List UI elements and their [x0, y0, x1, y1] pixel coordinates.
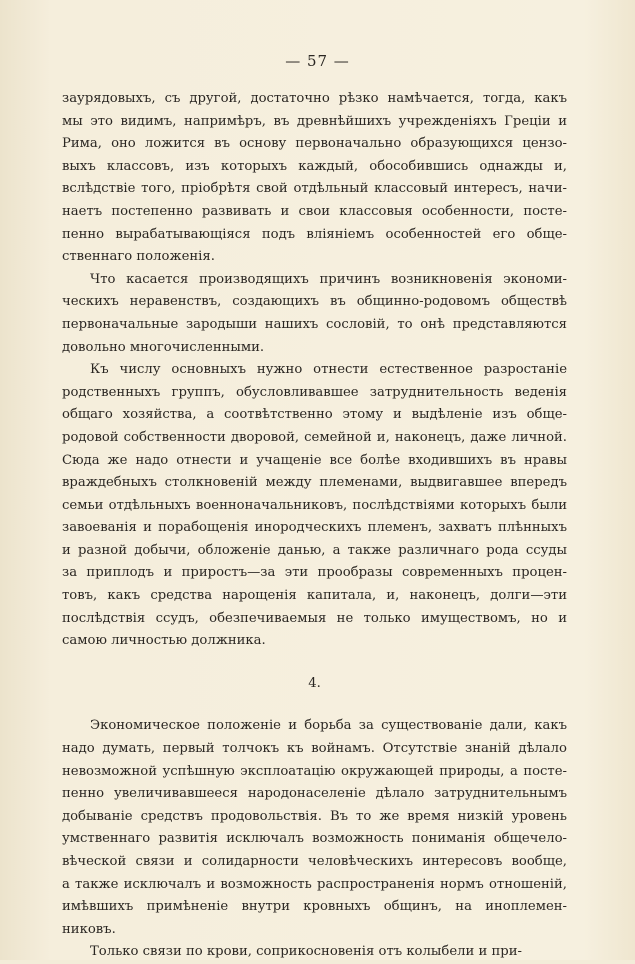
section-number: 4.	[308, 675, 321, 691]
text-line: мы это видимъ, напримѣръ, въ древнѣйшихъ учрежденіяхъ Греціи и	[62, 113, 567, 129]
text-line: завоеванія и порабощенія инородческихъ племенъ, захватъ плѣнныхъ	[62, 520, 567, 536]
text-line: вѣческой связи и солидарности человѣческихъ интересовъ вообще,	[62, 854, 567, 869]
body-text	[62, 88, 567, 964]
text-line: никовъ.	[62, 921, 116, 937]
text-line: самою личностью должника.	[62, 633, 266, 649]
text-line: выхъ классовъ, изъ которыхъ каждый, обособившись однажды и,	[62, 158, 567, 174]
text-line: Къ числу основныхъ нужно отнести естественное разростаніе	[90, 362, 567, 378]
paragraph	[62, 88, 567, 269]
paragraph	[62, 269, 567, 359]
text-line: первоначальные зародыши нашихъ сословій, то онѣ представляются	[62, 316, 567, 332]
text-line: послѣдствія ссудъ, обезпечиваемыя не только имуществомъ, но и	[62, 610, 567, 626]
text-line: имѣвшихъ примѣненіе внутри кровныхъ общинъ, на иноплемен-	[62, 899, 567, 915]
text-line: добываніе средствъ продовольствія. Въ то же время низкій уровень	[62, 808, 567, 824]
text-line: Только связи по крови, соприкосновенія отъ колыбели и при-	[90, 944, 522, 960]
text-line: враждебныхъ столкновеній между племенами, выдвигавшее впередъ	[62, 475, 567, 491]
text-line: Что касается производящихъ причинъ возникновенія экономи-	[90, 271, 567, 287]
paragraph	[62, 941, 567, 964]
text-line: надо думать, первый толчокъ къ войнамъ. Отсутствіе знаній дѣлало	[62, 741, 567, 757]
text-line: ческихъ неравенствъ, создающихъ въ общинно-родовомъ обществѣ	[62, 294, 567, 310]
paragraph	[62, 359, 567, 653]
text-line: умственнаго развитія исключалъ возможность пониманія общечело-	[62, 831, 567, 847]
text-line: за приплодъ и приростъ—за эти прообразы современныхъ процен-	[62, 565, 567, 581]
text-line: общаго хозяйства, а соотвѣтственно этому и выдѣленіе изъ обще-	[62, 407, 567, 423]
text-line: пенно увеличивавшееся народонаселеніе дѣлало затруднительнымъ	[62, 786, 567, 802]
text-line: пенно вырабатывающіяся подъ вліяніемъ особенностей его обще-	[62, 226, 567, 242]
text-line: а также исключалъ и возможность распространенія нормъ отношеній,	[62, 876, 567, 892]
text-block-after-section	[62, 715, 567, 964]
text-line: невозможной успѣшную эксплоатацію окружающей природы, а посте-	[62, 763, 567, 779]
paragraph	[62, 715, 567, 941]
text-line: довольно многочисленными.	[62, 339, 265, 355]
text-line: заурядовыхъ, съ другой, достаточно рѣзко намѣчается, тогда, какъ	[62, 91, 567, 106]
text-line: семьи отдѣльныхъ военноначальниковъ, послѣдствіями которыхъ были	[62, 497, 567, 513]
text-line: товъ, какъ средства нарощенія капитала, и, наконецъ, долги—эти	[62, 588, 567, 604]
text-line: Экономическое положеніе и борьба за существованіе дали, какъ	[90, 718, 567, 734]
page-number: — 57 —	[285, 52, 350, 70]
text-line: наетъ постепенно развивать и свои классовыя особенности, посте-	[62, 203, 567, 219]
text-line: вслѣдствіе того, пріобрѣтя свой отдѣльный классовый интересъ, начи-	[62, 181, 567, 197]
text-line: Сюда же надо отнести и учащеніе все болѣе входившихъ въ нравы	[62, 452, 567, 468]
text-line: родственныхъ группъ, обусловливавшее затруднительность веденія	[62, 384, 567, 400]
text-line: и разной добычи, обложеніе данью, а также различнаго рода ссуды	[62, 542, 567, 558]
text-line: родовой собственности дворовой, семейной и, наконецъ, даже личной.	[62, 429, 567, 445]
text-line: ственнаго положенія.	[62, 249, 215, 265]
text-line: Рима, оно ложится въ основу первоначально образующихся цензо-	[62, 136, 567, 152]
text-block-before-section	[62, 88, 567, 653]
